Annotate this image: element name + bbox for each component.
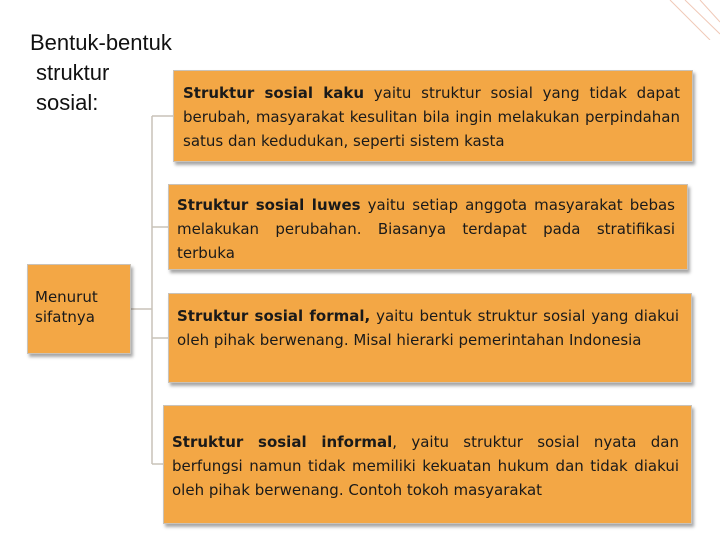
- node-description: yaitu struktur sosial yang tidak dapat berubah, masyarakat kesulitan bila ingin melakukan perpindahan satus dan kedudukan, seperti sistem kasta: [183, 84, 680, 150]
- node-term: Struktur sosial informal: [172, 433, 393, 451]
- node-struktur-kaku: [173, 70, 693, 162]
- node-struktur-luwes: [168, 184, 688, 270]
- node-text: [172, 430, 679, 502]
- node-text: [177, 193, 675, 265]
- title-line-3: sosial:: [36, 90, 99, 115]
- node-description: yaitu setiap anggota masyarakat bebas melakukan perubahan. Biasanya terdapat pada stratifikasi terbuka: [177, 196, 675, 262]
- node-term: Struktur sosial luwes: [177, 196, 361, 214]
- node-term: Struktur sosial formal,: [177, 307, 371, 325]
- node-text: [177, 304, 679, 352]
- node-text: [183, 81, 680, 153]
- node-struktur-formal: [168, 293, 692, 383]
- root-node-label: Menurut sifatnya: [35, 288, 98, 326]
- node-term: Struktur sosial kaku: [183, 84, 365, 102]
- node-struktur-informal: [163, 405, 692, 524]
- title-line-2: struktur: [36, 60, 110, 85]
- title-line-1: Bentuk-bentuk: [30, 30, 172, 55]
- node-description: yaitu bentuk struktur sosial yang diakui oleh pihak berwenang. Misal hierarki pemerintahan Indonesia: [177, 307, 679, 349]
- root-node-box: [27, 264, 131, 354]
- node-description: , yaitu struktur sosial nyata dan berfungsi namun tidak memiliki kekuatan hukum dan tidak diakui oleh pihak berwenang. Contoh tokoh masyarakat: [172, 433, 679, 499]
